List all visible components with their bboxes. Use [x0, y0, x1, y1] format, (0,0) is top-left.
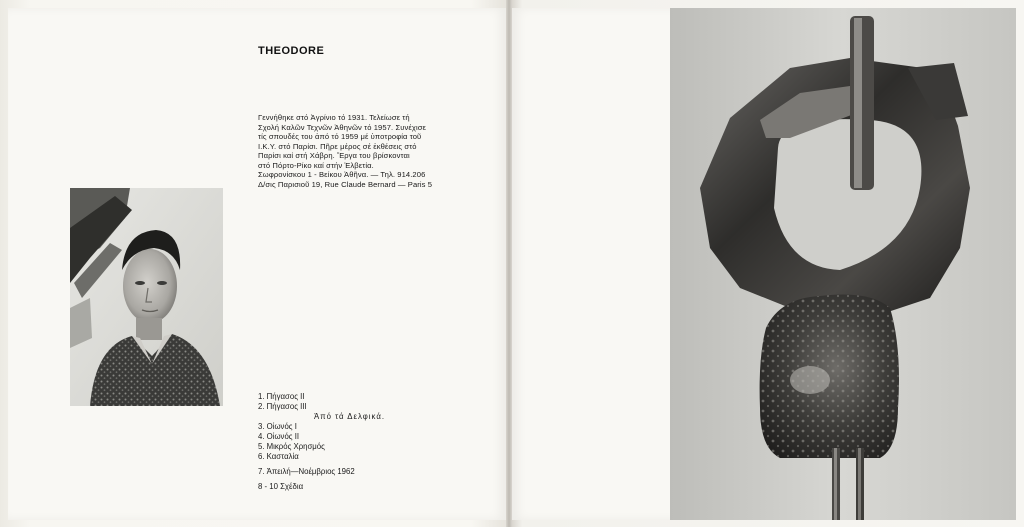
bio-line: τίς σπουδές του ἀπό τό 1959 μέ ὑποτροφία τοῦ: [258, 132, 422, 141]
work-item: 5. Μικρός Χρησμός: [258, 442, 325, 451]
portrait-image: [70, 188, 223, 406]
work-item: 8 - 10 Σχέδια: [258, 482, 304, 491]
artist-portrait-photo: [70, 188, 223, 406]
book-gutter: [506, 0, 512, 527]
artist-name-heading: THEODORE: [258, 45, 325, 57]
works-list: [258, 392, 478, 492]
work-item: 1. Πήγασος II: [258, 392, 305, 401]
bio-line: Σχολή Καλῶν Τεχνῶν Ἀθηνῶν τό 1957. Συνέχισε: [258, 122, 427, 132]
work-group-heading: Ἀπό τά Δελφικά.: [314, 412, 386, 421]
sculpture-image: [670, 8, 1016, 520]
work-item: 2. Πήγασος III: [258, 402, 307, 411]
work-item: 3. Οἰωνός I: [258, 422, 297, 431]
bio-line: Γεννήθηκε στό Ἀγρίνιο τό 1931. Τελείωσε τή: [258, 113, 410, 122]
bio-line: Παρίσι καί στή Χάβρη. Ἔργα του βρίσκονται: [258, 151, 410, 160]
bio-line: Ι.Κ.Υ. στό Παρίσι. Πῆρε μέρος σέ ἐκθέσεις στό: [258, 141, 417, 151]
artist-biography: [258, 113, 476, 189]
address-line: Σωφρονίσκου 1 - Βείκου Ἀθῆνα. — Τηλ. 914.206: [258, 170, 426, 179]
work-item: 7. Ἀπειλή—Νοέμβριος 1962: [258, 467, 355, 476]
sculpture-photo: [670, 8, 1016, 520]
address-line: Δ/σις Παρισιοῦ 19, Rue Claude Bernard — Paris 5: [258, 179, 433, 189]
work-item: 6. Κασταλία: [258, 452, 299, 461]
work-item: 4. Οἰωνός II: [258, 432, 300, 441]
bio-line: στό Πόρτο-Ρίκο καί στήν Ἑλβετία.: [258, 160, 374, 170]
